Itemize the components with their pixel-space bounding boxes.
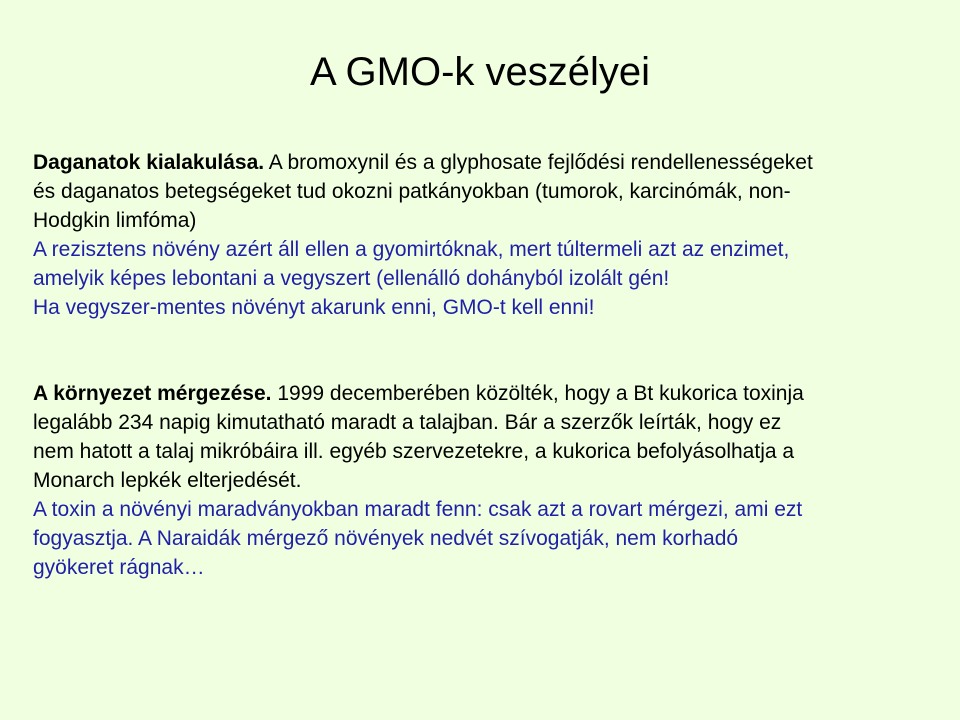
section-environment-text: 1999 decemberében közölték, hogy a Bt kukorica toxinja [271, 382, 804, 405]
section-tumors-line-1 [33, 148, 933, 177]
section-environment-blue-line-1: A toxin a növényi maradványokban maradt fenn: csak azt a rovart mérgezi, ami ezt [33, 498, 803, 521]
section-tumors [33, 148, 933, 322]
section-tumors-blue-line-3: Ha vegyszer-mentes növényt akarunk enni, GMO-t kell enni! [33, 296, 595, 319]
section-environment-line-2: legalább 234 napig kimutatható maradt a talajban. Bár a szerzők leírták, hogy ez [33, 411, 782, 434]
section-environment-line-1 [33, 379, 933, 408]
section-tumors-heading: Daganatok kialakulása. [33, 151, 265, 174]
section-tumors-text: A bromoxynil és a glyphosate fejlődési rendellenességeket [264, 151, 813, 174]
section-tumors-blue-line-2: amelyik képes lebontani a vegyszert (ellenálló dohányból izolált gén! [33, 267, 670, 290]
section-environment-blue-line-3: gyökeret rágnak… [33, 556, 205, 579]
section-environment [33, 379, 933, 582]
section-environment-heading: A környezet mérgezése. [33, 382, 272, 405]
section-environment-blue-line-2: fogyasztja. A Naraidák mérgező növények nedvét szívogatják, nem korhadó [33, 527, 739, 550]
section-environment-line-4: Monarch lepkék elterjedését. [33, 469, 302, 492]
slide-title: A GMO-k veszélyei [309, 50, 651, 94]
section-tumors-blue-line-1: A rezisztens növény azért áll ellen a gyomirtóknak, mert túltermeli azt az enzimet, [33, 238, 790, 261]
section-tumors-line-3: Hodgkin limfóma) [33, 209, 197, 232]
section-tumors-line-2: és daganatos betegségeket tud okozni patkányokban (tumorok, karcinómák, non- [33, 180, 791, 203]
section-environment-line-3: nem hatott a talaj mikróbáira ill. egyéb szervezetekre, a kukorica befolyásolhatja a [33, 440, 795, 463]
